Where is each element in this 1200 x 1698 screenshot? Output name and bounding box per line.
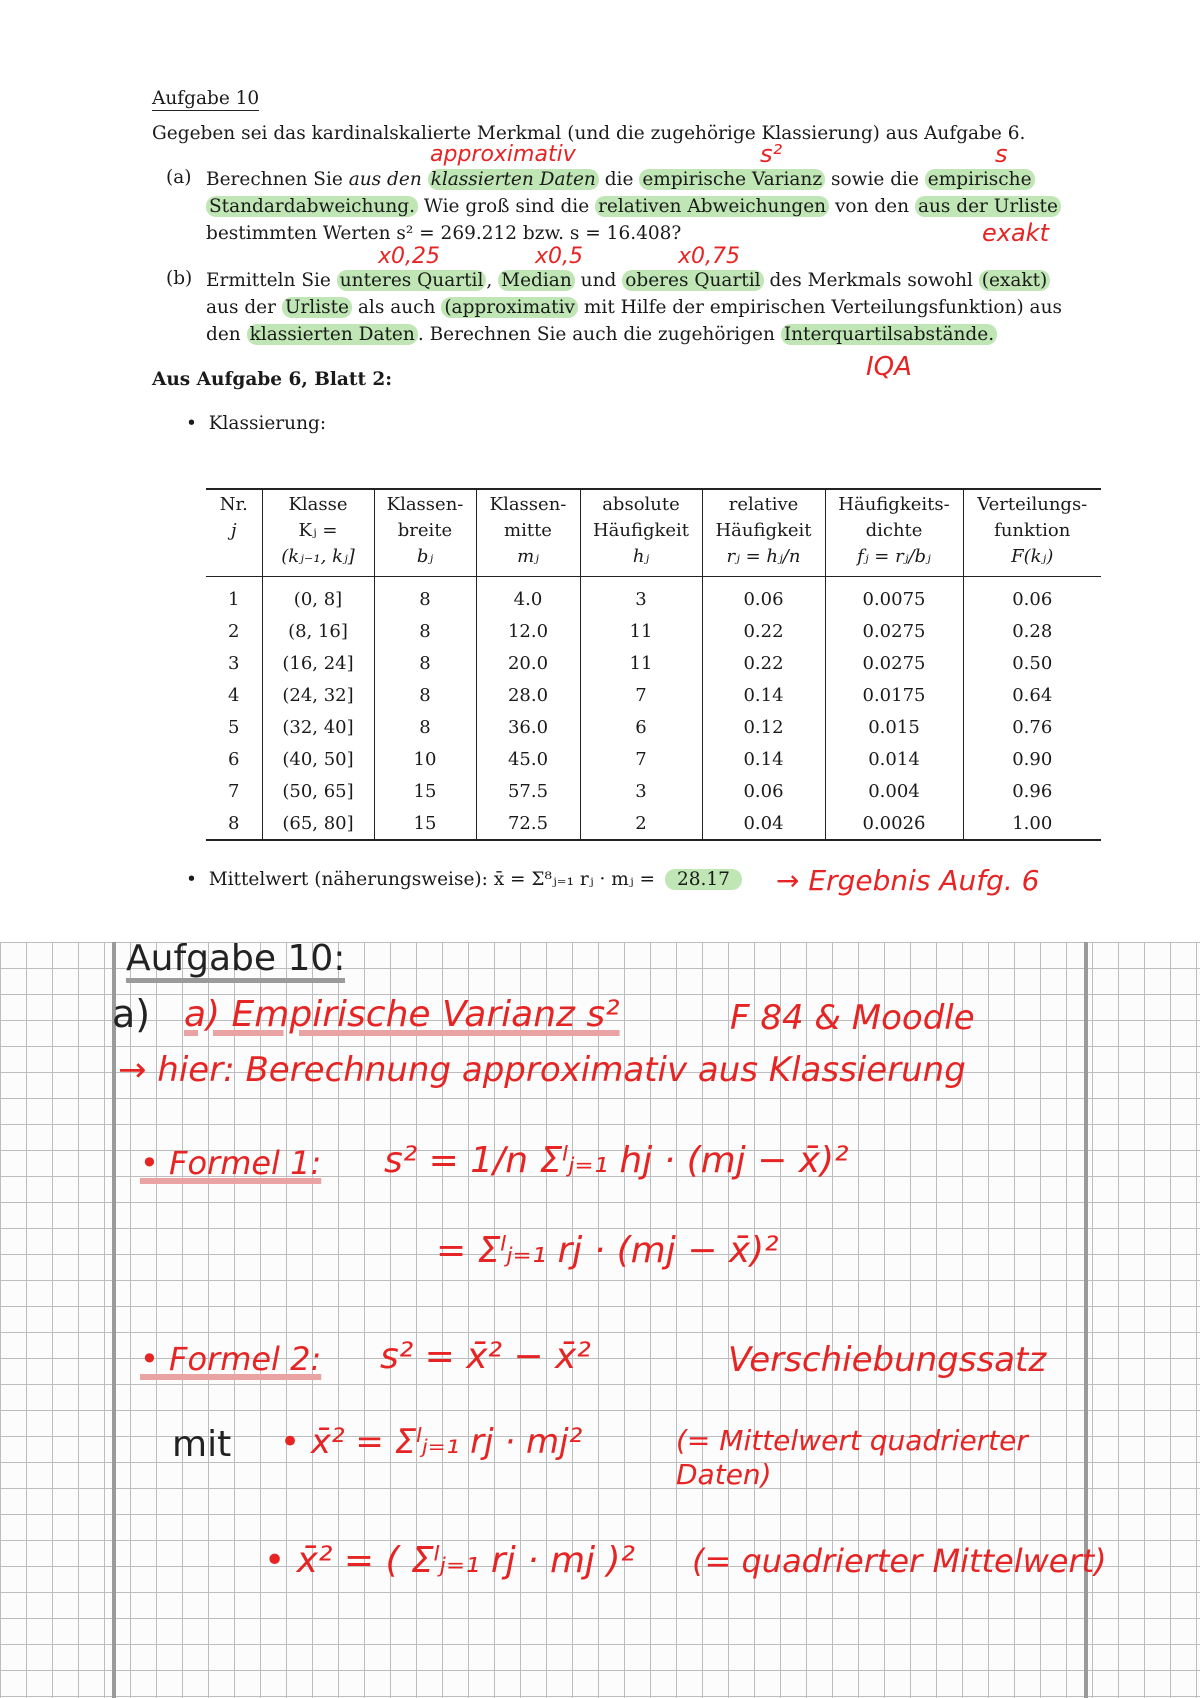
notes-mit-line1: • x̄² = Σˡⱼ₌₁ rj · mj² bbox=[280, 1422, 583, 1462]
mittelwert-text: Mittelwert (näherungsweise): x̄ = Σ⁸ⱼ₌₁ rⱼ · mⱼ = bbox=[208, 869, 656, 890]
table-header-line: hⱼ bbox=[632, 546, 650, 568]
highlight-empirische: empirische bbox=[925, 169, 1035, 190]
table-header-line: Häufigkeit bbox=[592, 520, 690, 542]
part-b-t9: aus der bbox=[206, 297, 276, 318]
table-cell: 0.76 bbox=[1012, 716, 1053, 738]
annot-s2: s² bbox=[760, 140, 783, 168]
table-cell: 6 bbox=[580, 711, 702, 743]
table-cell: 8 bbox=[374, 577, 476, 616]
table-cell: 8 bbox=[374, 647, 476, 679]
table-cell: 0.0275 bbox=[825, 647, 963, 679]
table-cell: 20.0 bbox=[476, 647, 580, 679]
notes-formel1-line1: s² = 1/n Σˡⱼ₌₁ hj · (mj − x̄)² bbox=[384, 1140, 849, 1181]
annot-x075: x0,75 bbox=[678, 244, 741, 269]
table-header-line: mitte bbox=[504, 520, 552, 542]
table-cell: 15 bbox=[374, 775, 476, 807]
annot-s: s bbox=[995, 140, 1008, 168]
notes-hier: → hier: Berechnung approximativ aus Klassierung bbox=[118, 1050, 966, 1090]
highlight-aus-der-urliste: aus der Urliste bbox=[915, 196, 1061, 217]
part-a-t11: von den bbox=[834, 196, 910, 217]
highlight-klassierte-daten: klassierten Daten bbox=[428, 169, 599, 190]
notes-formel1-label: • Formel 1: bbox=[140, 1144, 322, 1182]
table-cell: 0.015 bbox=[825, 711, 963, 743]
table-header-cell bbox=[963, 489, 1101, 577]
table-cell: 8 bbox=[374, 711, 476, 743]
table-cell: 8 bbox=[206, 807, 262, 840]
highlight-median: Median bbox=[498, 270, 575, 291]
table-cell: 0.0175 bbox=[825, 679, 963, 711]
part-b-t3: , bbox=[486, 270, 493, 291]
table-row bbox=[206, 711, 1101, 743]
notes-mit-line2: • x̄² = ( Σˡⱼ₌₁ rj · mj )² bbox=[264, 1540, 635, 1581]
table-cell: 0.12 bbox=[702, 711, 825, 743]
part-b-t16: . Berechnen Sie auch die zugehörigen bbox=[417, 324, 775, 345]
table-header-line: mⱼ bbox=[517, 546, 539, 568]
table-cell: (65, 80] bbox=[262, 807, 374, 840]
table-header-line: Häufigkeit bbox=[715, 520, 812, 542]
part-a-t9: Wie groß sind die bbox=[423, 196, 590, 217]
bullet-dot-2: • bbox=[186, 869, 209, 890]
table-cell: 0.06 bbox=[702, 577, 825, 616]
table-cell: (40, 50] bbox=[262, 743, 374, 775]
klassierung-table bbox=[206, 488, 1101, 841]
table-cell: 28.0 bbox=[476, 679, 580, 711]
part-b-t13: mit Hilfe der empirischen Verteilungsfunktion) aus bbox=[583, 297, 1062, 318]
table-row bbox=[206, 775, 1101, 807]
annot-x025: x0,25 bbox=[378, 244, 441, 269]
table-header-cell bbox=[580, 489, 702, 577]
table-cell: (24, 32] bbox=[262, 679, 374, 711]
table-header-line: absolute bbox=[602, 494, 680, 515]
bullet-mittelwert bbox=[186, 868, 742, 893]
table-header-line: Klasse bbox=[288, 494, 348, 515]
klassierung-table-wrap bbox=[206, 488, 1101, 841]
table-cell: (8, 16] bbox=[262, 615, 374, 647]
notes-formel1-line2: = Σˡⱼ₌₁ rj · (mj − x̄)² bbox=[436, 1230, 779, 1271]
annot-x05: x0,5 bbox=[535, 244, 584, 269]
notes-heading: Aufgabe 10: bbox=[126, 940, 345, 983]
part-b-text bbox=[206, 267, 1076, 348]
table-cell: 36.0 bbox=[476, 711, 580, 743]
highlight-klassierten-daten-b: klassierten Daten bbox=[247, 324, 418, 345]
from-heading: Aus Aufgabe 6, Blatt 2: bbox=[152, 369, 393, 390]
highlight-interquartilsabstaende: Interquartilsabstände. bbox=[781, 324, 997, 345]
annot-exakt: exakt bbox=[982, 219, 1049, 247]
annot-ergebnis: → Ergebnis Aufg. 6 bbox=[776, 864, 1040, 897]
notes-mit-line2-note: (= quadrierter Mittelwert) bbox=[692, 1542, 1107, 1580]
highlight-unteres-quartil: unteres Quartil bbox=[337, 270, 487, 291]
mittelwert-value: 28.17 bbox=[665, 869, 742, 890]
table-header-line: rⱼ = hⱼ/n bbox=[726, 546, 801, 568]
table-header-cell bbox=[206, 489, 262, 577]
table-cell: 0.14 bbox=[702, 679, 825, 711]
table-cell: 3 bbox=[580, 577, 702, 616]
annot-iqa: IQA bbox=[866, 352, 912, 382]
table-row bbox=[206, 743, 1101, 775]
table-cell: 4.0 bbox=[476, 577, 580, 616]
notes-a-title: a) Empirische Varianz s² bbox=[184, 994, 620, 1035]
table-cell: (50, 65] bbox=[262, 775, 374, 807]
table-cell: (0, 8] bbox=[262, 577, 374, 616]
table-cell: 11 bbox=[580, 615, 702, 647]
table-cell: 72.5 bbox=[476, 807, 580, 840]
part-a-text bbox=[206, 166, 1076, 247]
highlight-oberes-quartil: oberes Quartil bbox=[622, 270, 763, 291]
table-row bbox=[206, 577, 1101, 616]
notes-mit-line1-note: (= Mittelwert quadrierter Daten) bbox=[676, 1424, 1028, 1491]
part-a-t13: bestimmten Werten s² = 269.212 bzw. s = 16.408? bbox=[206, 223, 682, 244]
table-cell: 0.14 bbox=[702, 743, 825, 775]
table-header-line: (kⱼ₋₁, kⱼ] bbox=[281, 546, 355, 568]
part-a-t4: die bbox=[604, 169, 634, 190]
highlight-exakt: (exakt) bbox=[979, 270, 1051, 291]
annot-approximativ: approximativ bbox=[430, 142, 576, 167]
table-cell: 2 bbox=[206, 615, 262, 647]
table-cell: 0.22 bbox=[702, 647, 825, 679]
table-header-line: Klassen- bbox=[386, 494, 464, 515]
table-cell: 0.014 bbox=[825, 743, 963, 775]
highlight-standardabweichung: Standardabweichung. bbox=[206, 196, 418, 217]
part-b-t7: des Merkmals sowohl bbox=[769, 270, 973, 291]
table-header-line: Verteilungs- bbox=[977, 494, 1088, 515]
part-a-t6: sowie die bbox=[830, 169, 919, 190]
table-cell: 0.90 bbox=[1012, 748, 1053, 770]
table-cell: 8 bbox=[374, 615, 476, 647]
table-header-cell bbox=[476, 489, 580, 577]
table-cell: 0.0275 bbox=[825, 615, 963, 647]
table-cell: 0.22 bbox=[702, 615, 825, 647]
task-intro: Gegeben sei das kardinalskalierte Merkmal (und die zugehörige Klassierung) aus Aufgabe 6. bbox=[152, 123, 1026, 144]
table-row bbox=[206, 615, 1101, 647]
table-header-line: breite bbox=[397, 520, 453, 542]
table-cell: 0.64 bbox=[1012, 684, 1053, 706]
table-header-line: relative bbox=[728, 494, 799, 515]
table-header-line: Klassen- bbox=[489, 494, 567, 515]
highlight-empirische-varianz: empirische Varianz bbox=[639, 169, 825, 190]
table-cell: 0.28 bbox=[1012, 620, 1053, 642]
table-header-line: F(kⱼ) bbox=[1011, 546, 1054, 568]
table-header bbox=[206, 489, 1101, 577]
table-cell: 4 bbox=[206, 679, 262, 711]
table-header-cell bbox=[702, 489, 825, 577]
table-cell: 3 bbox=[580, 775, 702, 807]
table-row bbox=[206, 647, 1101, 679]
notes-verschiebungssatz: Verschiebungssatz bbox=[728, 1340, 1047, 1380]
table-cell: 0.004 bbox=[825, 775, 963, 807]
part-b-t11: als auch bbox=[357, 297, 436, 318]
table-cell: (16, 24] bbox=[262, 647, 374, 679]
table-cell: 0.06 bbox=[1012, 588, 1053, 610]
table-cell: 0.0075 bbox=[825, 577, 963, 616]
part-a-label: (a) bbox=[166, 167, 192, 188]
part-a-t1: Berechnen Sie bbox=[206, 169, 343, 190]
table-cell: 57.5 bbox=[476, 775, 580, 807]
table-cell: 15 bbox=[374, 807, 476, 840]
table-header-cell bbox=[374, 489, 476, 577]
highlight-approximativ: (approximativ bbox=[441, 297, 578, 318]
table-cell: 11 bbox=[580, 647, 702, 679]
table-header-line: Kⱼ = bbox=[298, 520, 338, 542]
table-cell: 0.04 bbox=[702, 807, 825, 840]
table-cell: (32, 40] bbox=[262, 711, 374, 743]
table-header-cell bbox=[262, 489, 374, 577]
highlight-relative-abweichungen: relativen Abweichungen bbox=[595, 196, 829, 217]
table-header-cell bbox=[825, 489, 963, 577]
notes-mit: mit bbox=[172, 1424, 232, 1465]
notes-ref: F 84 & Moodle bbox=[730, 998, 975, 1038]
table-cell: 45.0 bbox=[476, 743, 580, 775]
table-header-line: fⱼ = rⱼ/bⱼ bbox=[857, 546, 931, 568]
table-cell: 0.96 bbox=[1012, 780, 1053, 802]
table-cell: 2 bbox=[580, 807, 702, 840]
notes-a-line bbox=[112, 992, 150, 1036]
bullet-klassierung-text: Klassierung: bbox=[208, 413, 327, 434]
part-a-t2: aus den bbox=[348, 169, 422, 190]
table-cell: 5 bbox=[206, 711, 262, 743]
notes-formel2-eq: s² = x̄² − x̄² bbox=[380, 1336, 591, 1377]
part-b-t14: den bbox=[206, 324, 241, 345]
table-cell: 6 bbox=[206, 743, 262, 775]
table-body bbox=[206, 577, 1101, 841]
notes-a-label: a) bbox=[112, 992, 151, 1036]
table-header-line: j bbox=[230, 520, 237, 542]
part-b-label: (b) bbox=[166, 268, 193, 289]
table-cell: 12.0 bbox=[476, 615, 580, 647]
table-header-line: funktion bbox=[994, 520, 1071, 542]
table-row bbox=[206, 807, 1101, 840]
table-cell: 1 bbox=[206, 577, 262, 616]
bullet-klassierung bbox=[186, 412, 326, 437]
table-cell: 0.50 bbox=[1012, 652, 1053, 674]
table-header-line: dichte bbox=[865, 520, 923, 542]
table-header-line: Nr. bbox=[219, 494, 248, 515]
table-cell: 8 bbox=[374, 679, 476, 711]
table-row bbox=[206, 679, 1101, 711]
highlight-urliste: Urliste bbox=[282, 297, 352, 318]
part-b-t1: Ermitteln Sie bbox=[206, 270, 331, 291]
margin-line-right bbox=[1084, 942, 1088, 1698]
table-cell: 7 bbox=[206, 775, 262, 807]
task-title: Aufgabe 10 bbox=[152, 88, 259, 111]
table-cell: 3 bbox=[206, 647, 262, 679]
notes-formel2-label: • Formel 2: bbox=[140, 1340, 322, 1378]
table-cell: 7 bbox=[580, 743, 702, 775]
table-cell: 10 bbox=[374, 743, 476, 775]
table-header-line: bⱼ bbox=[416, 546, 434, 568]
bullet-dot: • bbox=[186, 413, 209, 434]
table-cell: 0.06 bbox=[702, 775, 825, 807]
table-header-line: Häufigkeits- bbox=[838, 494, 950, 515]
margin-line-left bbox=[112, 942, 116, 1698]
table-cell: 0.0026̄ bbox=[825, 807, 963, 840]
table-cell: 7 bbox=[580, 679, 702, 711]
part-b-t5: und bbox=[580, 270, 617, 291]
table-cell: 1.00 bbox=[1012, 812, 1053, 834]
